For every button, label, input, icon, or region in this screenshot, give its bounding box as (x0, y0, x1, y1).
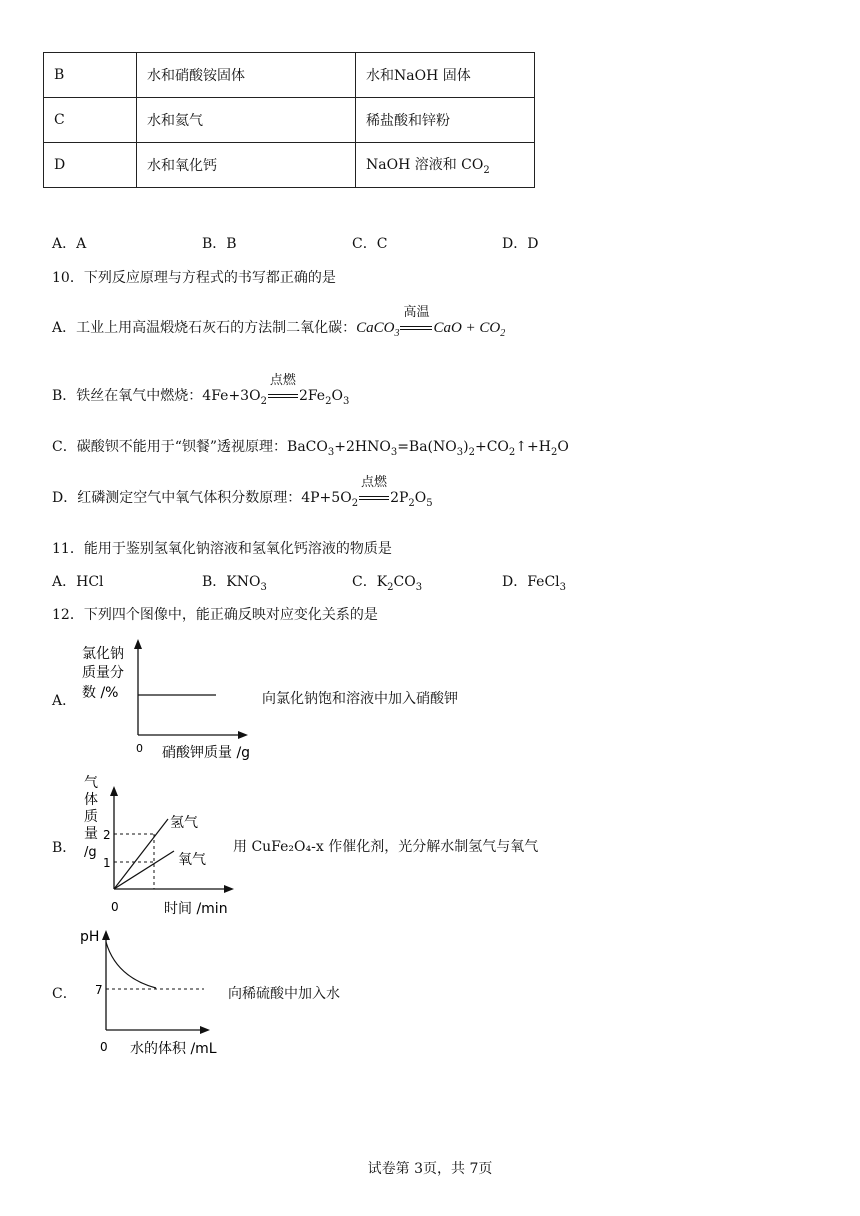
q12-option-c-label[interactable]: C． (52, 986, 77, 1002)
graph-b-description: 用 CuFe₂O₄-x 作催化剂，光分解水制氢气与氧气 (233, 839, 539, 855)
graph-c-description: 向稀硫酸中加入水 (228, 986, 340, 1002)
graph-a (70, 635, 270, 765)
y-axis-label-line3: 数 /% (82, 685, 119, 701)
origin-label: 0 (111, 900, 119, 914)
question-10-option-c[interactable] (52, 436, 569, 458)
graph-a-description: 向氯化钠饱和溶液中加入硝酸钾 (262, 691, 458, 707)
y-axis-label-line1: 气 (84, 775, 98, 791)
tick-2-label: 2 (103, 828, 111, 842)
y-axis-label-line1: 氯化钠 (82, 646, 124, 662)
y-axis-label-line2: 体 (84, 792, 98, 808)
y-axis-label-line2: 质量分 (82, 665, 124, 681)
y-axis-label-line3: 质 (84, 809, 98, 825)
question-10-option-d[interactable]: D．红磷测定空气中氧气体积分数原理：$4P+5O_2$ 点燃 $2P_2O_5$ (52, 475, 433, 509)
graph-b (78, 772, 258, 920)
y-axis-label: pH (80, 929, 100, 945)
oxygen-line (114, 851, 174, 889)
origin-label: 0 (100, 1040, 108, 1054)
x-axis-label: 硝酸钾质量 /g (162, 745, 251, 761)
equation: $BaCO_3+2HNO_3=Ba(NO_3)_2+CO_2↑+H_2O$ (287, 439, 569, 458)
options-table (43, 52, 535, 188)
question-10-option-b[interactable]: B．铁丝在氧气中燃烧：$4Fe+3O_2$ 点燃 $2Fe_2O_3$ (52, 373, 350, 407)
graph-c (76, 922, 236, 1062)
y-axis-label-line4: 量 (84, 826, 98, 842)
question-10-stem: 10．下列反应原理与方程式的书写都正确的是 (52, 270, 336, 286)
cell: 水和氧化钙 (137, 143, 356, 188)
equation: $4Fe+3O_2$ (202, 388, 267, 407)
q11-choice-b[interactable]: B．$KNO_3$ (202, 574, 267, 593)
table-row (44, 98, 535, 143)
q11-choice-d[interactable]: D．FeCl$_3$ (502, 574, 567, 593)
x-axis-label: 水的体积 /mL (130, 1041, 217, 1057)
option-text: D．红磷测定空气中氧气体积分数原理： (52, 490, 302, 506)
question-11-stem: 11．能用于鉴别氢氧化钠溶液和氢氧化钙溶液的物质是 (52, 541, 392, 557)
y-axis-arrow (110, 786, 118, 796)
choice-a[interactable]: A．A (52, 236, 87, 252)
question-10-option-a[interactable]: A．工业上用高温煅烧石灰石的方法制二氧化碳：CaCO$_3$ 高温 CaO + $CO_2$ (52, 305, 506, 339)
choice-b[interactable]: B．B (202, 236, 237, 252)
hydrogen-label: 氢气 (170, 815, 198, 831)
option-text: C．碳酸钡不能用于“钡餐”透视原理： (52, 439, 288, 455)
table-row (44, 53, 535, 98)
ph-curve (106, 942, 156, 988)
q12-option-b-label[interactable]: B． (52, 840, 77, 856)
q11-choice-a[interactable]: A．HCl (52, 574, 104, 590)
row-label: B (44, 53, 137, 98)
reaction-arrow: 高温 (400, 320, 432, 336)
cell: NaOH 溶液和 $CO_2$ (356, 143, 535, 188)
origin-label: 0 (136, 742, 143, 755)
row-label: C (44, 98, 137, 143)
q12-option-a-label[interactable]: A． (52, 693, 77, 709)
cell: 稀盐酸和锌粉 (356, 98, 535, 143)
reaction-arrow: 点燃 (268, 388, 298, 404)
oxygen-label: 氧气 (178, 852, 206, 868)
page-footer: 试卷第 3页，共 7页 (367, 1161, 493, 1177)
equation: $4P+5O_2$ (301, 490, 359, 509)
equation: CaCO$_3$ (356, 320, 400, 339)
cell: 水和氦气 (137, 98, 356, 143)
question-12-stem: 12．下列四个图像中，能正确反映对应变化关系的是 (52, 607, 378, 623)
tick-1-label: 1 (103, 856, 111, 870)
reaction-arrow: 点燃 (359, 490, 389, 506)
x-axis-arrow (238, 731, 248, 739)
option-text: A．工业上用高温煅烧石灰石的方法制二氧化碳： (52, 320, 357, 336)
x-axis-arrow (200, 1026, 210, 1034)
y-axis-arrow (102, 930, 110, 940)
y-axis-arrow (134, 639, 142, 649)
table-row (44, 143, 535, 188)
choice-c[interactable]: C．C (352, 236, 388, 252)
row-label: D (44, 143, 137, 188)
y-axis-label-line5: /g (84, 845, 97, 860)
x-axis-label: 时间 /min (164, 901, 228, 917)
choice-d[interactable]: D．D (502, 236, 539, 252)
x-axis-arrow (224, 885, 234, 893)
option-text: B．铁丝在氧气中燃烧： (52, 388, 203, 404)
cell: 水和硝酸铵固体 (137, 53, 356, 98)
tick-7-label: 7 (95, 983, 103, 997)
hydrogen-line (114, 819, 168, 889)
q11-choice-c[interactable]: C．$K_2CO_3$ (352, 574, 423, 593)
cell: 水和NaOH 固体 (356, 53, 535, 98)
